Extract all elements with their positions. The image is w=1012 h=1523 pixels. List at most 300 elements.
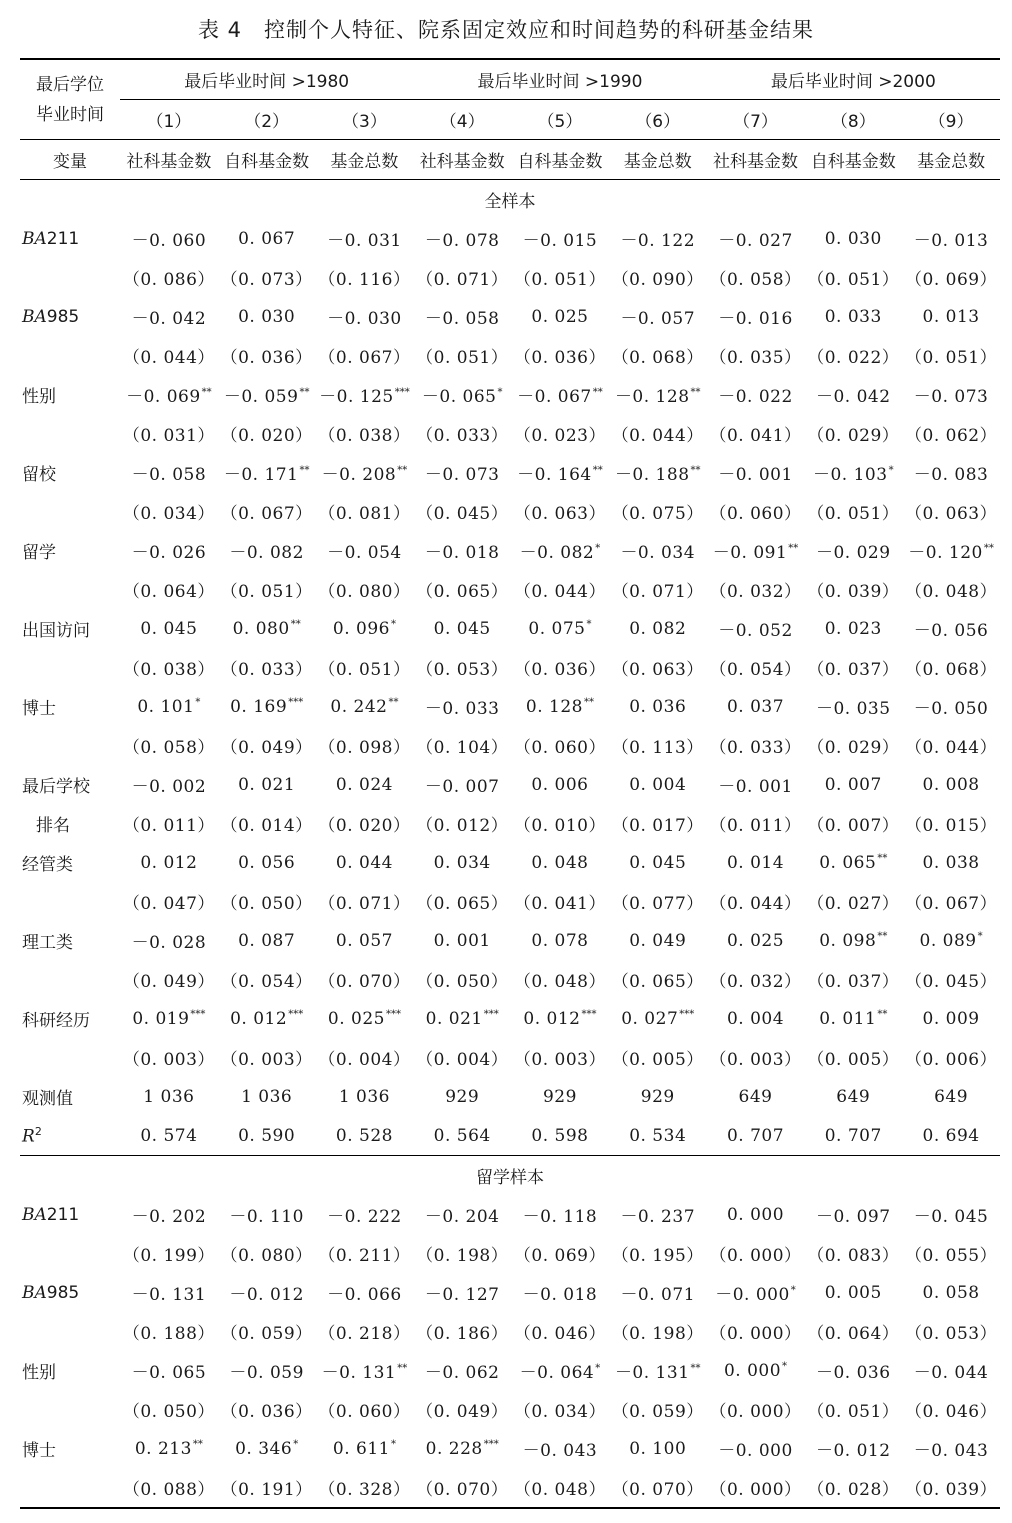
coef-cell (413, 609, 511, 648)
row-label (20, 219, 120, 258)
row-label (20, 1195, 120, 1234)
coef-value: －0. 188 (614, 465, 690, 485)
coef-cell (804, 1273, 902, 1312)
r2-cell: 0. 528 (335, 1125, 393, 1146)
coef-value: 0. 021 (425, 1008, 483, 1029)
se-cell: （0. 067） (220, 504, 313, 524)
significance-stars: * (293, 1438, 299, 1450)
r2-label (20, 1116, 120, 1156)
se-cell: （0. 050） (416, 972, 509, 992)
row-label-cont (20, 882, 120, 921)
coef-value: 0. 014 (726, 852, 785, 873)
coef-cell (316, 1195, 414, 1234)
obs-row (20, 1077, 1000, 1116)
coef-cell (609, 765, 707, 804)
coef-value: －0. 069 (126, 387, 201, 407)
row-label-text: 博士 (22, 1441, 56, 1461)
coef-cell (804, 375, 902, 414)
se-cell: （0. 058） (709, 270, 802, 290)
significance-stars: ** (584, 696, 594, 708)
coef-cell (804, 1429, 902, 1468)
dep-var-header: 社科基金数 (419, 152, 505, 172)
se-cell: （0. 003） (709, 1050, 802, 1070)
coef-cell (218, 1351, 316, 1390)
se-cell: （0. 218） (318, 1324, 411, 1344)
se-cell: （0. 065） (416, 582, 509, 602)
se-cell: （0. 055） (905, 1246, 998, 1266)
dep-var-header: 社科基金数 (713, 152, 798, 172)
se-cell: （0. 011） (709, 816, 802, 836)
row-label-suffix: 211 (46, 1204, 80, 1225)
significance-stars: ** (788, 543, 799, 554)
se-cell: （0. 068） (905, 660, 998, 680)
significance-stars: * (195, 696, 201, 708)
significance-stars: ** (388, 696, 399, 708)
coef-value: －0. 026 (131, 543, 207, 563)
coef-value: 0. 038 (922, 852, 980, 873)
se-row (20, 258, 1000, 297)
coef-cell (707, 687, 805, 726)
coef-value: 0. 044 (335, 852, 393, 873)
row-label (20, 843, 120, 882)
significance-stars: ** (877, 930, 888, 942)
significance-stars: * (595, 543, 601, 554)
se-cell: （0. 003） (220, 1050, 313, 1070)
coef-value: 0. 036 (629, 696, 687, 717)
coef-cell (804, 219, 902, 258)
coef-value: －0. 044 (913, 1363, 989, 1383)
coef-value: －0. 035 (815, 699, 891, 719)
coef-cell (413, 1273, 511, 1312)
coef-value: －0. 131 (614, 1363, 690, 1383)
coef-value: －0. 065 (131, 1363, 207, 1383)
coef-value: －0. 013 (913, 231, 989, 251)
se-cell: （0. 198） (416, 1246, 509, 1266)
coef-value: 0. 096 (332, 618, 390, 639)
coef-cell (120, 1273, 218, 1312)
obs-cell: 649 (836, 1086, 871, 1107)
coef-cell (218, 999, 316, 1038)
coef-value: －0. 164 (517, 465, 592, 485)
se-cell: （0. 071） (611, 582, 704, 602)
coef-value: 0. 078 (531, 930, 589, 951)
coef-value: －0. 001 (718, 465, 793, 485)
coef-value: 0. 025 (327, 1008, 385, 1029)
se-row (20, 648, 1000, 687)
coef-value: 0. 033 (824, 306, 882, 327)
se-cell: （0. 116） (318, 270, 411, 290)
coef-cell (609, 531, 707, 570)
coef-cell (609, 843, 707, 882)
dep-var-header: 自科基金数 (224, 152, 310, 172)
coef-row (20, 219, 1000, 258)
se-cell: （0. 050） (122, 1402, 215, 1422)
significance-stars: ** (201, 387, 212, 398)
se-cell: （0. 046） (513, 1324, 606, 1344)
coef-cell (902, 1273, 1000, 1312)
coef-cell (707, 1429, 805, 1468)
coef-cell (316, 1351, 414, 1390)
row-label-italic: BA (22, 1282, 47, 1303)
coef-value: －0. 131 (321, 1363, 397, 1383)
se-cell: （0. 104） (416, 738, 509, 758)
coef-cell (804, 999, 902, 1038)
significance-stars: ** (299, 387, 310, 398)
se-cell: （0. 067） (905, 894, 998, 914)
row-label-italic: BA (22, 306, 47, 327)
coef-value: －0. 103 (812, 465, 888, 485)
coef-value: －0. 057 (620, 309, 696, 329)
significance-stars: ** (592, 387, 603, 398)
coef-value: －0. 059 (223, 387, 299, 407)
coef-cell (804, 687, 902, 726)
coef-cell (707, 609, 805, 648)
coef-cell (413, 297, 511, 336)
coef-cell (120, 531, 218, 570)
obs-cell: 649 (934, 1086, 969, 1107)
coef-value: －0. 031 (327, 231, 402, 251)
se-cell: （0. 028） (807, 1480, 900, 1500)
row-label-text: 博士 (22, 699, 56, 719)
coef-cell (316, 453, 414, 492)
row-label (20, 765, 120, 804)
coef-cell (609, 687, 707, 726)
se-cell: （0. 053） (416, 660, 509, 680)
coef-cell (218, 843, 316, 882)
se-cell: （0. 090） (611, 270, 704, 290)
se-cell: （0. 191） (220, 1480, 313, 1500)
coef-value: －0. 018 (522, 1285, 598, 1305)
r2-cell: 0. 534 (629, 1125, 687, 1146)
row-label-cont (20, 726, 120, 765)
coef-value: －0. 022 (718, 387, 793, 407)
significance-stars: ** (290, 618, 301, 630)
coef-cell (804, 453, 902, 492)
significance-stars: *** (288, 1008, 304, 1020)
se-cell: （0. 012） (416, 816, 509, 836)
group-header-2000: 最后毕业时间 >2000 (707, 59, 1000, 100)
se-cell: （0. 059） (220, 1324, 313, 1344)
se-cell: （0. 032） (709, 582, 802, 602)
se-cell: （0. 011） (122, 816, 215, 836)
row-label-text: 性别 (22, 387, 56, 407)
r2-cell: 0. 590 (238, 1125, 296, 1146)
coef-cell (316, 687, 414, 726)
coef-cell (218, 531, 316, 570)
coef-value: －0. 042 (131, 309, 207, 329)
coef-cell (413, 1429, 511, 1468)
coef-value: 0. 242 (330, 696, 388, 717)
coef-cell (804, 1351, 902, 1390)
coef-cell (511, 843, 609, 882)
row-label-suffix: 985 (46, 306, 80, 327)
coef-value: －0. 000 (718, 1441, 793, 1461)
row-label-text: 出国访问 (22, 621, 90, 641)
coef-value: －0. 082 (229, 543, 304, 563)
se-cell: （0. 003） (513, 1050, 606, 1070)
coef-value: －0. 059 (229, 1363, 304, 1383)
significance-stars: ** (690, 1363, 701, 1374)
coef-value: 0. 087 (238, 930, 296, 951)
coef-cell (511, 1273, 609, 1312)
coef-cell (218, 765, 316, 804)
coef-cell (902, 453, 1000, 492)
se-cell: （0. 048） (905, 582, 998, 602)
se-cell: （0. 003） (122, 1050, 215, 1070)
coef-cell (804, 609, 902, 648)
significance-stars: *** (483, 1008, 499, 1020)
coef-cell (902, 999, 1000, 1038)
coef-value: －0. 033 (424, 699, 500, 719)
se-cell: （0. 080） (220, 1246, 313, 1266)
coef-value: －0. 027 (718, 231, 793, 251)
significance-stars: ** (592, 465, 603, 476)
coef-cell (902, 687, 1000, 726)
se-cell: （0. 041） (709, 426, 802, 446)
coef-cell (609, 1351, 707, 1390)
se-cell: （0. 048） (513, 1480, 606, 1500)
se-cell: （0. 069） (513, 1246, 606, 1266)
dep-var-header: 自科基金数 (517, 152, 603, 172)
coef-value: －0. 043 (913, 1441, 989, 1461)
coef-row (20, 1429, 1000, 1468)
se-cell: （0. 034） (513, 1402, 606, 1422)
row-label-text: 留学 (22, 543, 56, 563)
coef-cell (316, 843, 414, 882)
se-row (20, 1234, 1000, 1273)
coef-cell (902, 1195, 1000, 1234)
section-header-row (20, 180, 1000, 220)
r2-cell: 0. 707 (824, 1125, 882, 1146)
coef-value: －0. 060 (131, 231, 207, 251)
coef-value: 0. 037 (726, 696, 785, 717)
se-cell: （0. 049） (122, 972, 215, 992)
row-label-line2: 排名 (36, 816, 70, 836)
col-number: （6） (635, 112, 681, 132)
se-cell: （0. 015） (905, 816, 998, 836)
significance-stars: ** (397, 1363, 408, 1374)
coef-value: 0. 045 (629, 852, 687, 873)
se-cell: （0. 020） (318, 816, 411, 836)
coef-value: －0. 034 (620, 543, 696, 563)
coef-cell (511, 297, 609, 336)
se-cell: （0. 064） (122, 582, 215, 602)
se-cell: （0. 046） (905, 1402, 998, 1422)
coef-value: 0. 056 (238, 852, 296, 873)
coef-value: 0. 030 (238, 306, 296, 327)
row-label-text: 最后学校 (22, 777, 90, 797)
coef-cell (218, 687, 316, 726)
coef-cell (511, 999, 609, 1038)
coef-cell (120, 609, 218, 648)
coef-cell (218, 375, 316, 414)
coef-value: 0. 034 (433, 852, 491, 873)
se-cell: （0. 077） (611, 894, 704, 914)
section-title: 留学样本 (476, 1168, 544, 1188)
coef-value: －0. 029 (815, 543, 891, 563)
dep-var-header: 社科基金数 (126, 152, 212, 172)
coef-cell (120, 1351, 218, 1390)
se-cell: （0. 051） (220, 582, 313, 602)
coef-value: －0. 222 (327, 1207, 402, 1227)
coef-cell (316, 921, 414, 960)
coef-value: －0. 078 (424, 231, 500, 251)
coef-value: －0. 122 (620, 231, 696, 251)
significance-stars: *** (679, 1008, 695, 1020)
se-cell: （0. 049） (416, 1402, 509, 1422)
significance-stars: * (977, 930, 983, 942)
coef-cell (120, 999, 218, 1038)
coef-value: 0. 049 (629, 930, 687, 951)
coef-cell (804, 921, 902, 960)
se-cell: （0. 063） (611, 660, 704, 680)
row-label (20, 1351, 120, 1390)
significance-stars: ** (877, 852, 888, 864)
se-cell: （0. 050） (220, 894, 313, 914)
coef-cell (804, 843, 902, 882)
se-cell: （0. 051） (416, 348, 509, 368)
se-cell: （0. 005） (807, 1050, 900, 1070)
se-cell: （0. 027） (807, 894, 900, 914)
coef-row (20, 1195, 1000, 1234)
se-cell: （0. 067） (318, 348, 411, 368)
row-label-cont (20, 414, 120, 453)
coef-value: －0. 071 (620, 1285, 696, 1305)
coef-value: －0. 036 (815, 1363, 891, 1383)
coef-row (20, 687, 1000, 726)
se-cell: （0. 051） (807, 504, 900, 524)
coef-cell (609, 1429, 707, 1468)
coef-cell (707, 843, 805, 882)
significance-stars: * (595, 1363, 601, 1374)
coef-value: －0. 062 (424, 1363, 500, 1383)
se-cell: （0. 014） (220, 816, 313, 836)
dep-var-header: 自科基金数 (810, 152, 896, 172)
coef-cell (902, 1351, 1000, 1390)
row-label-cont (20, 570, 120, 609)
coef-row (20, 375, 1000, 414)
se-cell: （0. 054） (709, 660, 802, 680)
coef-value: －0. 128 (614, 387, 690, 407)
row-label-cont (20, 1468, 120, 1508)
row-label-cont (20, 336, 120, 375)
coef-cell (218, 1429, 316, 1468)
significance-stars: ** (690, 465, 701, 476)
stub-line2: 毕业时间 (36, 104, 104, 125)
coef-cell (218, 219, 316, 258)
coef-cell (316, 375, 414, 414)
coef-row (20, 999, 1000, 1038)
coef-cell (120, 843, 218, 882)
se-cell: （0. 023） (513, 426, 606, 446)
se-cell: （0. 049） (220, 738, 313, 758)
coef-cell (511, 687, 609, 726)
stub-header (20, 59, 120, 140)
coef-cell (413, 1195, 511, 1234)
row-label (20, 687, 120, 726)
significance-stars: *** (394, 387, 410, 398)
se-cell: （0. 058） (122, 738, 215, 758)
coef-cell (413, 843, 511, 882)
row-label-cont (20, 1038, 120, 1077)
se-row (20, 1390, 1000, 1429)
coef-value: 0. 075 (528, 618, 586, 639)
obs-cell: 649 (738, 1086, 773, 1107)
coef-cell (902, 765, 1000, 804)
coef-cell (218, 1195, 316, 1234)
coef-cell (609, 921, 707, 960)
coef-cell (120, 687, 218, 726)
se-row (20, 882, 1000, 921)
coef-value: 0. 000 (726, 1204, 785, 1225)
coef-value: －0. 083 (913, 465, 989, 485)
significance-stars: * (782, 1360, 788, 1372)
se-cell: （0. 051） (905, 348, 998, 368)
se-cell: （0. 004） (318, 1050, 411, 1070)
coef-value: 0. 006 (531, 774, 589, 795)
significance-stars: * (497, 387, 503, 398)
coef-value: －0. 018 (424, 543, 500, 563)
se-cell: （0. 059） (611, 1402, 704, 1422)
coef-value: －0. 091 (712, 543, 788, 563)
coef-cell (902, 843, 1000, 882)
coef-value: 0. 045 (140, 618, 198, 639)
r2-cell: 0. 574 (140, 1125, 198, 1146)
se-cell: （0. 038） (122, 660, 215, 680)
coef-value: －0. 058 (131, 465, 207, 485)
se-cell: （0. 186） (416, 1324, 509, 1344)
coef-cell (707, 921, 805, 960)
coef-cell (707, 375, 805, 414)
se-cell: （0. 031） (122, 426, 215, 446)
coef-cell (413, 453, 511, 492)
coef-value: －0. 001 (718, 777, 793, 797)
significance-stars: *** (190, 1008, 206, 1020)
coef-value: －0. 012 (229, 1285, 304, 1305)
coef-value: －0. 002 (131, 777, 207, 797)
obs-cell: 1 036 (338, 1086, 390, 1107)
coef-cell (413, 375, 511, 414)
row-label-suffix: 211 (46, 228, 80, 249)
coef-value: 0. 082 (629, 618, 687, 639)
coef-value: 0. 048 (531, 852, 589, 873)
coef-value: －0. 066 (327, 1285, 402, 1305)
row-label-italic: BA (22, 228, 47, 249)
coef-value: 0. 100 (629, 1438, 687, 1459)
significance-stars: * (790, 1285, 796, 1296)
coef-cell (413, 1351, 511, 1390)
col-number: （2） (244, 112, 290, 132)
coef-cell (804, 297, 902, 336)
coef-cell (609, 1195, 707, 1234)
coef-cell (707, 765, 805, 804)
coef-value: －0. 042 (815, 387, 891, 407)
coef-cell (902, 609, 1000, 648)
se-cell: （0. 081） (318, 504, 411, 524)
dep-var-header: 基金总数 (330, 152, 399, 172)
se-cell: （0. 063） (513, 504, 606, 524)
r2-row (20, 1116, 1000, 1156)
coef-value: －0. 007 (424, 777, 500, 797)
coef-value: 0. 023 (824, 618, 882, 639)
se-cell: （0. 039） (905, 1480, 998, 1500)
obs-cell: 1 036 (241, 1086, 293, 1107)
coef-cell (609, 297, 707, 336)
se-cell: （0. 007） (807, 816, 900, 836)
significance-stars: *** (288, 696, 304, 708)
row-label-cont (20, 1234, 120, 1273)
se-cell: （0. 044） (611, 426, 704, 446)
